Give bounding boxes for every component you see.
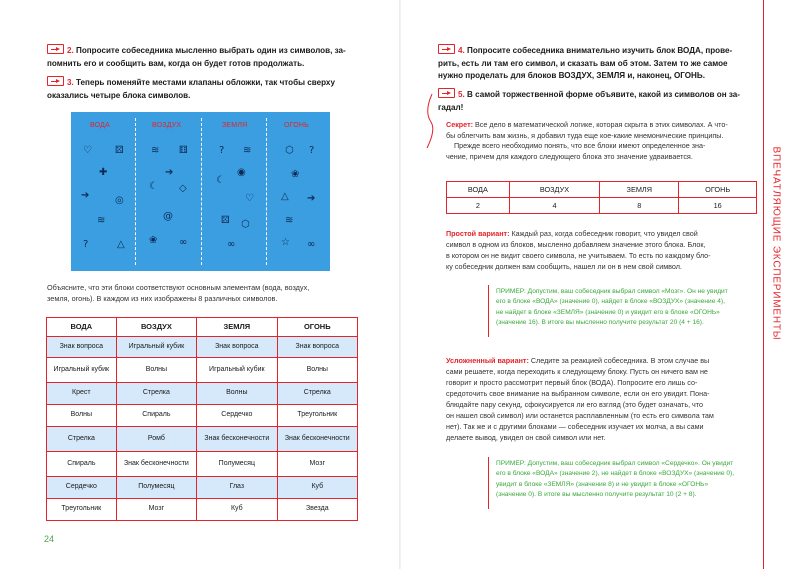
arrow-right-icon: ➔ [307,193,316,204]
triangle-icon: △ [117,239,125,250]
table-cell: Мозг [277,452,357,477]
step-number: 5. [458,90,465,99]
dice-icon: ⚄ [115,145,124,156]
step-number: 2. [67,46,74,55]
table-cell: Знак вопроса [197,337,277,358]
explanation-paragraph [47,282,367,304]
table-header: ОГОНЬ [679,182,757,198]
simple-variant-paragraph [446,228,766,272]
table-cell: Волны [277,358,357,383]
step-text: Попросите собеседника внимательно изучить блок ВОДА, прове- [467,46,733,55]
table-cell: Знак вопроса [277,337,357,358]
waves-icon: ≋ [285,215,294,226]
arrow-icon [438,44,455,54]
step-4 [438,44,758,83]
table-cell: Игральный кубик [197,358,277,383]
infinity-icon: ∞ [307,239,316,250]
step-text: гадал! [438,102,464,112]
right-page [400,0,800,569]
table-header: ВОЗДУХ [509,182,600,198]
table-header: ОГОНЬ [277,318,357,337]
arrow-right-icon: ➔ [165,167,174,178]
arrow-icon [47,44,64,54]
example-line: (значение 16). В итоге вы мысленно получите результат 20 (4 + 16). [496,319,704,327]
table-header: ВОДА [47,318,117,337]
table-cell: 4 [509,198,600,214]
diamond-icon: ◇ [179,183,187,194]
paragraph-line: нет). Так же и с другими блоками — собеседник изучает их молча, а вы сами [446,422,704,431]
table-cell: Стрелка [116,383,196,405]
step-text: помнить его и сообщить вам, когда он будет готов продолжать. [47,58,305,68]
paragraph-line: символ в одном из блоков, мысленно добавляем значение этого блока. Блок, [446,240,706,249]
table-cell: Ромб [116,427,196,452]
spiral-icon: ◎ [115,195,124,206]
table-cell: Игральный кубик [47,358,117,383]
table-row [447,182,757,198]
table-cell: Полумесяц [116,477,196,499]
question-icon: ? [219,145,225,156]
waves-icon: ≋ [243,145,252,156]
table-row [47,499,358,521]
simple-variant-label: Простой вариант: [446,229,510,238]
example-1 [496,287,766,329]
step-3 [47,76,367,102]
paragraph-line: земля, огонь). В каждом из них изображены 8 различных символов. [47,294,278,303]
paragraph-line: Объясните, что эти блоки соответствуют основным элементам (вода, воздух, [47,283,310,292]
table-cell: Игральный кубик [116,337,196,358]
paragraph-line: Прежде всего необходимо понять, что все блоки имеют определенное зна- [454,141,706,150]
example-line: его в блоке «ВОДА» (значение 2), не найдет в блоке «ВОЗДУХ» (значение 0), [496,470,735,478]
table-cell: Треугольник [277,405,357,427]
complex-variant-label: Усложненный вариант: [446,356,529,365]
infinity-icon: ∞ [227,239,236,250]
table-row [47,383,358,405]
paragraph-line: в котором он не видит своего символа, не учитываем. То есть по каждому бло- [446,251,711,260]
table-cell: 2 [447,198,510,214]
panel-header-air: ВОЗДУХ [152,122,182,129]
moon-icon: ☾ [149,181,158,192]
example-bracket [488,457,489,509]
spiral-icon: @ [163,211,173,222]
step-number: 3. [67,78,74,87]
example-line: ПРИМЕР: Допустим, ваш собеседник выбрал символ «Сердечко». Он увидит [496,460,734,467]
waves-icon: ≋ [151,145,160,156]
cube-icon: ⬡ [241,219,250,230]
brain-icon: ❀ [149,235,158,246]
paragraph-line: средоточить свое внимание на выбранном символе, если он его увидит. Пона- [446,389,710,398]
table-cell: Знак бесконечности [197,427,277,452]
step-text: оказались четыре блока символов. [47,90,191,100]
table-cell: Волны [197,383,277,405]
paragraph-line: Каждый раз, когда собеседник говорит, что увидел свой [511,229,698,238]
arrow-icon [47,76,64,86]
moon-icon: ☾ [216,175,225,186]
step-2 [47,44,367,70]
table-row [47,477,358,499]
table-cell: Волны [47,405,117,427]
cross-icon: ✚ [99,167,108,178]
example-bracket [488,285,489,337]
table-cell: 16 [679,198,757,214]
panel-divider [201,118,202,265]
panel-header-water: ВОДА [90,122,110,129]
step-text: Попросите собеседника мысленно выбрать один из символов, за- [76,46,346,55]
paragraph-line: ку собеседник должен вам сообщить, нашел ли он в нем свой символ. [446,262,682,271]
table-header: ВОЗДУХ [116,318,196,337]
example-2 [496,459,766,501]
table-row [47,337,358,358]
step-text: рить, есть ли там его символ, и сказать вам об этом. Затем то же самое [438,58,728,68]
page-number: 24 [44,534,55,544]
table-cell: Стрелка [47,427,117,452]
question-icon: ? [309,145,315,156]
section-title [770,60,784,430]
table-cell: 8 [600,198,679,214]
table-row [47,427,358,452]
paragraph-line: он нашел свой символ) или останется расплавленным (то есть его символа там [446,411,714,420]
heart-icon: ♡ [245,193,254,204]
heart-icon: ♡ [83,145,92,156]
section-rule [763,0,764,569]
example-line: ПРИМЕР: Допустим, ваш собеседник выбрал символ «Мозг». Он не увидит [496,288,728,295]
paragraph-line: Следите за реакцией собеседника. В этом случае вы [530,356,710,365]
panel-divider [266,118,267,265]
example-line: увидит в блоке «ЗЕМЛЯ» (значение 8) и не увидит в блоке «ОГОНЬ» [496,480,709,488]
paragraph-line: сами решаете, когда переходить к следующему блоку. Пусть он ничего вам не [446,367,708,376]
table-row [47,405,358,427]
question-icon: ? [83,239,89,250]
symbols-table [46,317,358,521]
swirl-decoration-icon [422,92,438,150]
example-line: не найдет в блоке «ЗЕМЛЯ» (значение 0) и увидит его в блоке «ОГОНЬ» [496,308,720,316]
example-line: (значение 0). В итоге вы мысленно получите результат 10 (2 + 8). [496,491,697,499]
table-cell: Куб [197,499,277,521]
arrow-icon [438,88,455,98]
table-cell: Сердечко [47,477,117,499]
step-text: нужно проделать для блоков ВОЗДУХ, ЗЕМЛЯ и, наконец, ОГОНЬ. [438,71,705,80]
paragraph-line: делаете вывод, увидел он свой символ или нет. [446,433,606,442]
table-row [47,358,358,383]
step-text: Теперь поменяйте местами клапаны обложки, так чтобы сверху [76,78,336,87]
table-cell: Куб [277,477,357,499]
step-number: 4. [458,46,465,55]
table-cell: Сердечко [197,405,277,427]
cube-icon: ⬡ [285,145,294,156]
star-icon: ☆ [281,237,290,248]
dice-icon: ⚄ [221,215,230,226]
example-line: его в блоке «ВОДА» (значение 0), найдет в блоке «ВОЗДУХ» (значение 4), [496,298,725,306]
paragraph-line: блюдайте пару секунд, сфокусируется ли его взгляд (это будет означать, что [446,400,704,409]
eye-icon: ◉ [237,167,246,178]
brain-icon: ❀ [291,169,300,180]
complex-variant-paragraph [446,355,766,443]
triangle-icon: △ [281,191,289,202]
paragraph-line: чение, причем для каждого следующего блока это значение удваивается. [446,151,693,161]
table-cell: Спираль [47,452,117,477]
table-cell: Треугольник [47,499,117,521]
paragraph-line: Все дело в математической логике, которая скрыта в этих символах. А что- [475,120,728,129]
table-cell: Спираль [116,405,196,427]
table-cell: Знак бесконечности [277,427,357,452]
table-cell: Крест [47,383,117,405]
table-header: ЗЕМЛЯ [197,318,277,337]
step-5 [438,88,758,114]
paragraph-line: говорит и просто рассмотрит первый блок (ВОДА). Попросите его лишь со- [446,378,698,387]
dice-icon: ⚅ [179,145,188,156]
table-cell: Стрелка [277,383,357,405]
secret-label: Секрет: [446,120,473,129]
arrow-right-icon: ➔ [81,190,90,201]
waves-icon: ≋ [97,215,106,226]
table-cell: Полумесяц [197,452,277,477]
table-row [47,452,358,477]
table-cell: Глаз [197,477,277,499]
table-cell: Знак бесконечности [116,452,196,477]
table-cell: Звезда [277,499,357,521]
table-row [447,198,757,214]
panel-header-fire: ОГОНЬ [284,122,309,129]
table-cell: Волны [116,358,196,383]
symbol-blocks-panel [71,112,330,271]
table-header: ВОДА [447,182,510,198]
infinity-icon: ∞ [179,237,188,248]
block-values-table [446,181,757,214]
secret-paragraph [446,120,766,162]
paragraph-line: бы облегчить вам жизнь, я добавил туда еще кое-какие мнемонические принципы. [446,130,724,140]
panel-divider [135,118,136,265]
panel-header-earth: ЗЕМЛЯ [222,122,248,129]
table-cell: Знак вопроса [47,337,117,358]
table-cell: Мозг [116,499,196,521]
step-text: В самой торжественной форме объявите, какой из символов он за- [467,90,740,99]
table-header: ЗЕМЛЯ [600,182,679,198]
section-title-text: ВПЕЧАТЛЯЮЩИЕ ЭКСПЕРИМЕНТЫ [770,146,782,341]
